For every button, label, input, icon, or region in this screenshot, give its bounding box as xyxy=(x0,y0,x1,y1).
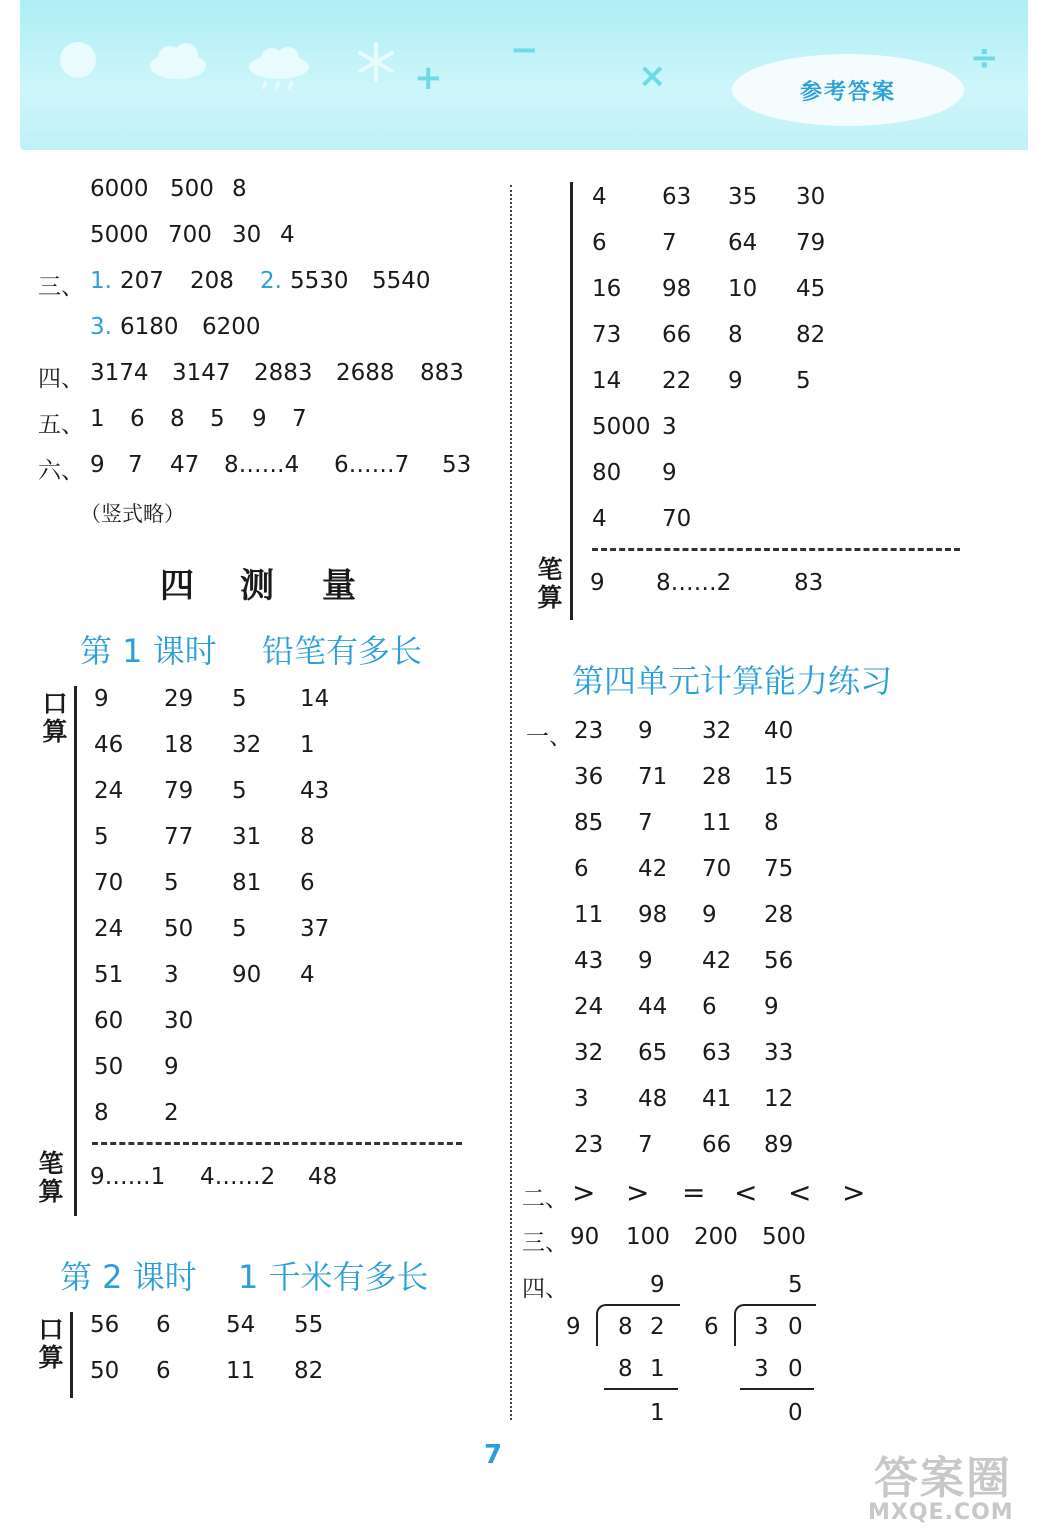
value: 90 xyxy=(570,1224,600,1250)
value: 47 xyxy=(170,452,200,478)
section-label: 三、 xyxy=(38,274,84,300)
value: 3 xyxy=(574,1086,589,1112)
value: < xyxy=(788,1176,812,1209)
item-number: 1. xyxy=(90,268,112,294)
section-label: 三、 xyxy=(522,1230,568,1256)
value: 500 xyxy=(762,1224,806,1250)
value: 6 xyxy=(156,1312,171,1338)
dividend-digit: 0 xyxy=(788,1314,803,1340)
value: 6 xyxy=(130,406,145,432)
divide-icon: ÷ xyxy=(970,38,999,78)
value: = xyxy=(682,1176,706,1209)
section-label: 四、 xyxy=(38,366,84,392)
divisor: 9 xyxy=(566,1314,581,1340)
value: 85 xyxy=(574,810,604,836)
product-digit: 1 xyxy=(650,1356,665,1382)
value: 98 xyxy=(662,276,692,302)
value: 12 xyxy=(764,1086,794,1112)
value: 66 xyxy=(702,1132,732,1158)
cloud-icon xyxy=(148,40,208,80)
section-label: 五、 xyxy=(38,412,84,438)
dividend-digit: 2 xyxy=(650,1314,665,1340)
value: > xyxy=(842,1176,866,1209)
value: 71 xyxy=(638,764,668,790)
value: 9 xyxy=(90,452,105,478)
watermark-url: MXQE.COM xyxy=(868,1500,1014,1525)
lesson-name: 铅笔有多长 xyxy=(262,632,423,670)
value: 5 xyxy=(210,406,225,432)
value: 43 xyxy=(300,778,330,804)
divider-line xyxy=(570,182,573,620)
value: 70 xyxy=(94,870,124,896)
value: 7 xyxy=(638,1132,653,1158)
value: 100 xyxy=(626,1224,670,1250)
value: 5540 xyxy=(372,268,431,294)
value: 7 xyxy=(128,452,143,478)
item-number: 3. xyxy=(90,314,112,340)
value: 8 xyxy=(728,322,743,348)
label-char: 算 xyxy=(42,717,68,746)
value: 6 xyxy=(156,1358,171,1384)
times-icon: × xyxy=(638,56,667,96)
divider-line xyxy=(74,686,77,1216)
value: 42 xyxy=(702,948,732,974)
value: 51 xyxy=(94,962,124,988)
value: 3174 xyxy=(90,360,149,386)
value: 5 xyxy=(164,870,179,896)
quotient: 9 xyxy=(650,1272,665,1298)
value: 207 xyxy=(120,268,164,294)
value: 9 xyxy=(638,948,653,974)
value: 9 xyxy=(638,718,653,744)
dashed-divider xyxy=(592,548,960,551)
unit-title-char: 四 xyxy=(160,566,194,606)
value: 4……2 xyxy=(200,1164,276,1190)
value: 2883 xyxy=(254,360,313,386)
value: 9 xyxy=(702,902,717,928)
value: 14 xyxy=(300,686,330,712)
label-char: 笔 xyxy=(38,1149,64,1178)
value: 9 xyxy=(252,406,267,432)
value: 90 xyxy=(232,962,262,988)
value: 35 xyxy=(728,184,758,210)
value: 6 xyxy=(592,230,607,256)
value: 80 xyxy=(592,460,622,486)
value: 4 xyxy=(300,962,315,988)
value: > xyxy=(572,1176,596,1209)
value: 75 xyxy=(764,856,794,882)
cloud-rain-icon xyxy=(246,45,312,91)
remainder: 0 xyxy=(788,1400,803,1426)
label-char: 算 xyxy=(537,583,563,612)
value: 9 xyxy=(164,1054,179,1080)
value: 30 xyxy=(796,184,826,210)
watermark-text: 答案圈 xyxy=(874,1453,1012,1504)
value: 6 xyxy=(702,994,717,1020)
value: 53 xyxy=(442,452,472,478)
value: 79 xyxy=(164,778,194,804)
value: 82 xyxy=(294,1358,324,1384)
value: 2688 xyxy=(336,360,395,386)
subtraction-line xyxy=(740,1388,814,1390)
value: 70 xyxy=(662,506,692,532)
value: 9 xyxy=(590,570,605,596)
value: 7 xyxy=(662,230,677,256)
value: 63 xyxy=(662,184,692,210)
value: 30 xyxy=(232,222,262,248)
value: 8 xyxy=(232,176,247,202)
product-digit: 3 xyxy=(754,1356,769,1382)
value: 1 xyxy=(90,406,105,432)
value: 32 xyxy=(702,718,732,744)
value: 64 xyxy=(728,230,758,256)
label-char: 算 xyxy=(38,1343,64,1372)
value: 18 xyxy=(164,732,194,758)
oral-label xyxy=(40,690,70,746)
value: 3 xyxy=(164,962,179,988)
item-number: 2. xyxy=(260,268,282,294)
value: 48 xyxy=(308,1164,338,1190)
value: 9 xyxy=(728,368,743,394)
value: 24 xyxy=(94,778,124,804)
value: 700 xyxy=(168,222,212,248)
section-label: 一、 xyxy=(526,724,572,750)
value: 500 xyxy=(170,176,214,202)
value: 23 xyxy=(574,1132,604,1158)
written-label xyxy=(535,556,565,612)
value: 9 xyxy=(764,994,779,1020)
value: 56 xyxy=(90,1312,120,1338)
value: 23 xyxy=(574,718,604,744)
value: 883 xyxy=(420,360,464,386)
column-divider xyxy=(510,185,512,1420)
value: 8 xyxy=(300,824,315,850)
value: 83 xyxy=(794,570,824,596)
value: 5 xyxy=(94,824,109,850)
section-title-text: 第四单元计算能力练习 xyxy=(572,662,893,700)
value: 8 xyxy=(94,1100,109,1126)
divider-line xyxy=(70,1312,73,1398)
value: 22 xyxy=(662,368,692,394)
value: 50 xyxy=(90,1358,120,1384)
lesson-number: 第 1 课时 xyxy=(80,632,217,670)
value: 70 xyxy=(702,856,732,882)
value: 9……1 xyxy=(90,1164,166,1190)
value: 66 xyxy=(662,322,692,348)
value: 30 xyxy=(164,1008,194,1034)
value: 5 xyxy=(796,368,811,394)
value: 4 xyxy=(280,222,295,248)
label-char: 笔 xyxy=(537,555,563,584)
value: 28 xyxy=(764,902,794,928)
value: 54 xyxy=(226,1312,256,1338)
value: 6……7 xyxy=(334,452,410,478)
value: 5 xyxy=(232,916,247,942)
subtraction-line xyxy=(604,1388,678,1390)
product-digit: 0 xyxy=(788,1356,803,1382)
value: 28 xyxy=(702,764,732,790)
value: 6180 xyxy=(120,314,179,340)
value: 11 xyxy=(574,902,604,928)
value: 5530 xyxy=(290,268,349,294)
value: 5 xyxy=(232,686,247,712)
value: 6 xyxy=(300,870,315,896)
snowflake-icon xyxy=(356,42,396,82)
value: 48 xyxy=(638,1086,668,1112)
value: 8……4 xyxy=(224,452,300,478)
lesson-name: 1 千米有多长 xyxy=(238,1258,429,1296)
value: 50 xyxy=(94,1054,124,1080)
value: 10 xyxy=(728,276,758,302)
divisor: 6 xyxy=(704,1314,719,1340)
minus-icon: − xyxy=(510,30,539,70)
value: 82 xyxy=(796,322,826,348)
value: 200 xyxy=(694,1224,738,1250)
value: 7 xyxy=(638,810,653,836)
value: 77 xyxy=(164,824,194,850)
value: 8……2 xyxy=(656,570,732,596)
value: 63 xyxy=(702,1040,732,1066)
quotient: 5 xyxy=(788,1272,803,1298)
section-label: 四、 xyxy=(522,1276,568,1302)
value: 43 xyxy=(574,948,604,974)
section-label: 六、 xyxy=(38,458,84,484)
value: 5 xyxy=(232,778,247,804)
value: 9 xyxy=(94,686,109,712)
value: 4 xyxy=(592,184,607,210)
plus-icon: + xyxy=(414,58,443,98)
value: 11 xyxy=(226,1358,256,1384)
remainder: 1 xyxy=(650,1400,665,1426)
label-char: 算 xyxy=(38,1177,64,1206)
division-bracket xyxy=(596,1304,680,1346)
value: 9 xyxy=(662,460,677,486)
value: 46 xyxy=(94,732,124,758)
page-number: 7 xyxy=(484,1440,503,1470)
value: 41 xyxy=(702,1086,732,1112)
unit-title-char: 测 xyxy=(240,566,274,606)
value: 79 xyxy=(796,230,826,256)
value: 11 xyxy=(702,810,732,836)
value: 6200 xyxy=(202,314,261,340)
dividend-digit: 8 xyxy=(618,1314,633,1340)
value: 6 xyxy=(574,856,589,882)
value: 32 xyxy=(232,732,262,758)
value: 50 xyxy=(164,916,194,942)
watermark-logo xyxy=(868,1440,1038,1530)
value: 55 xyxy=(294,1312,324,1338)
value: 44 xyxy=(638,994,668,1020)
value: 15 xyxy=(764,764,794,790)
value: 42 xyxy=(638,856,668,882)
value: 81 xyxy=(232,870,262,896)
value: 3 xyxy=(662,414,677,440)
value: 98 xyxy=(638,902,668,928)
value: 8 xyxy=(170,406,185,432)
value: 4 xyxy=(592,506,607,532)
division-bracket xyxy=(734,1304,816,1346)
answer-badge: 参考答案 xyxy=(732,54,964,126)
value: 45 xyxy=(796,276,826,302)
value: 14 xyxy=(592,368,622,394)
value: 31 xyxy=(232,824,262,850)
header-banner xyxy=(20,0,1028,150)
value: 60 xyxy=(94,1008,124,1034)
value: 29 xyxy=(164,686,194,712)
value: 24 xyxy=(574,994,604,1020)
unit-title-char: 量 xyxy=(322,566,356,606)
value: 32 xyxy=(574,1040,604,1066)
value: 6000 xyxy=(90,176,149,202)
value: 56 xyxy=(764,948,794,974)
value: 5000 xyxy=(90,222,149,248)
value: 73 xyxy=(592,322,622,348)
label-char: 口 xyxy=(38,1315,64,1344)
value: 24 xyxy=(94,916,124,942)
value: 33 xyxy=(764,1040,794,1066)
sun-icon xyxy=(60,42,96,78)
written-label xyxy=(36,1150,66,1206)
value: 3147 xyxy=(172,360,231,386)
product-digit: 8 xyxy=(618,1356,633,1382)
value: 89 xyxy=(764,1132,794,1158)
value: 36 xyxy=(574,764,604,790)
note-text: （竖式略） xyxy=(80,502,185,526)
value: 1 xyxy=(300,732,315,758)
oral-label xyxy=(36,1316,66,1372)
value: < xyxy=(734,1176,758,1209)
dividend-digit: 3 xyxy=(754,1314,769,1340)
value: 5000 xyxy=(592,414,651,440)
value: 65 xyxy=(638,1040,668,1066)
label-char: 口 xyxy=(42,689,68,718)
value: 8 xyxy=(764,810,779,836)
dashed-divider xyxy=(92,1142,462,1145)
value: 37 xyxy=(300,916,330,942)
value: 16 xyxy=(592,276,622,302)
value: 7 xyxy=(292,406,307,432)
section-label: 二、 xyxy=(522,1186,568,1212)
value: > xyxy=(626,1176,650,1209)
value: 208 xyxy=(190,268,234,294)
value: 2 xyxy=(164,1100,179,1126)
value: 40 xyxy=(764,718,794,744)
lesson-number: 第 2 课时 xyxy=(60,1258,197,1296)
